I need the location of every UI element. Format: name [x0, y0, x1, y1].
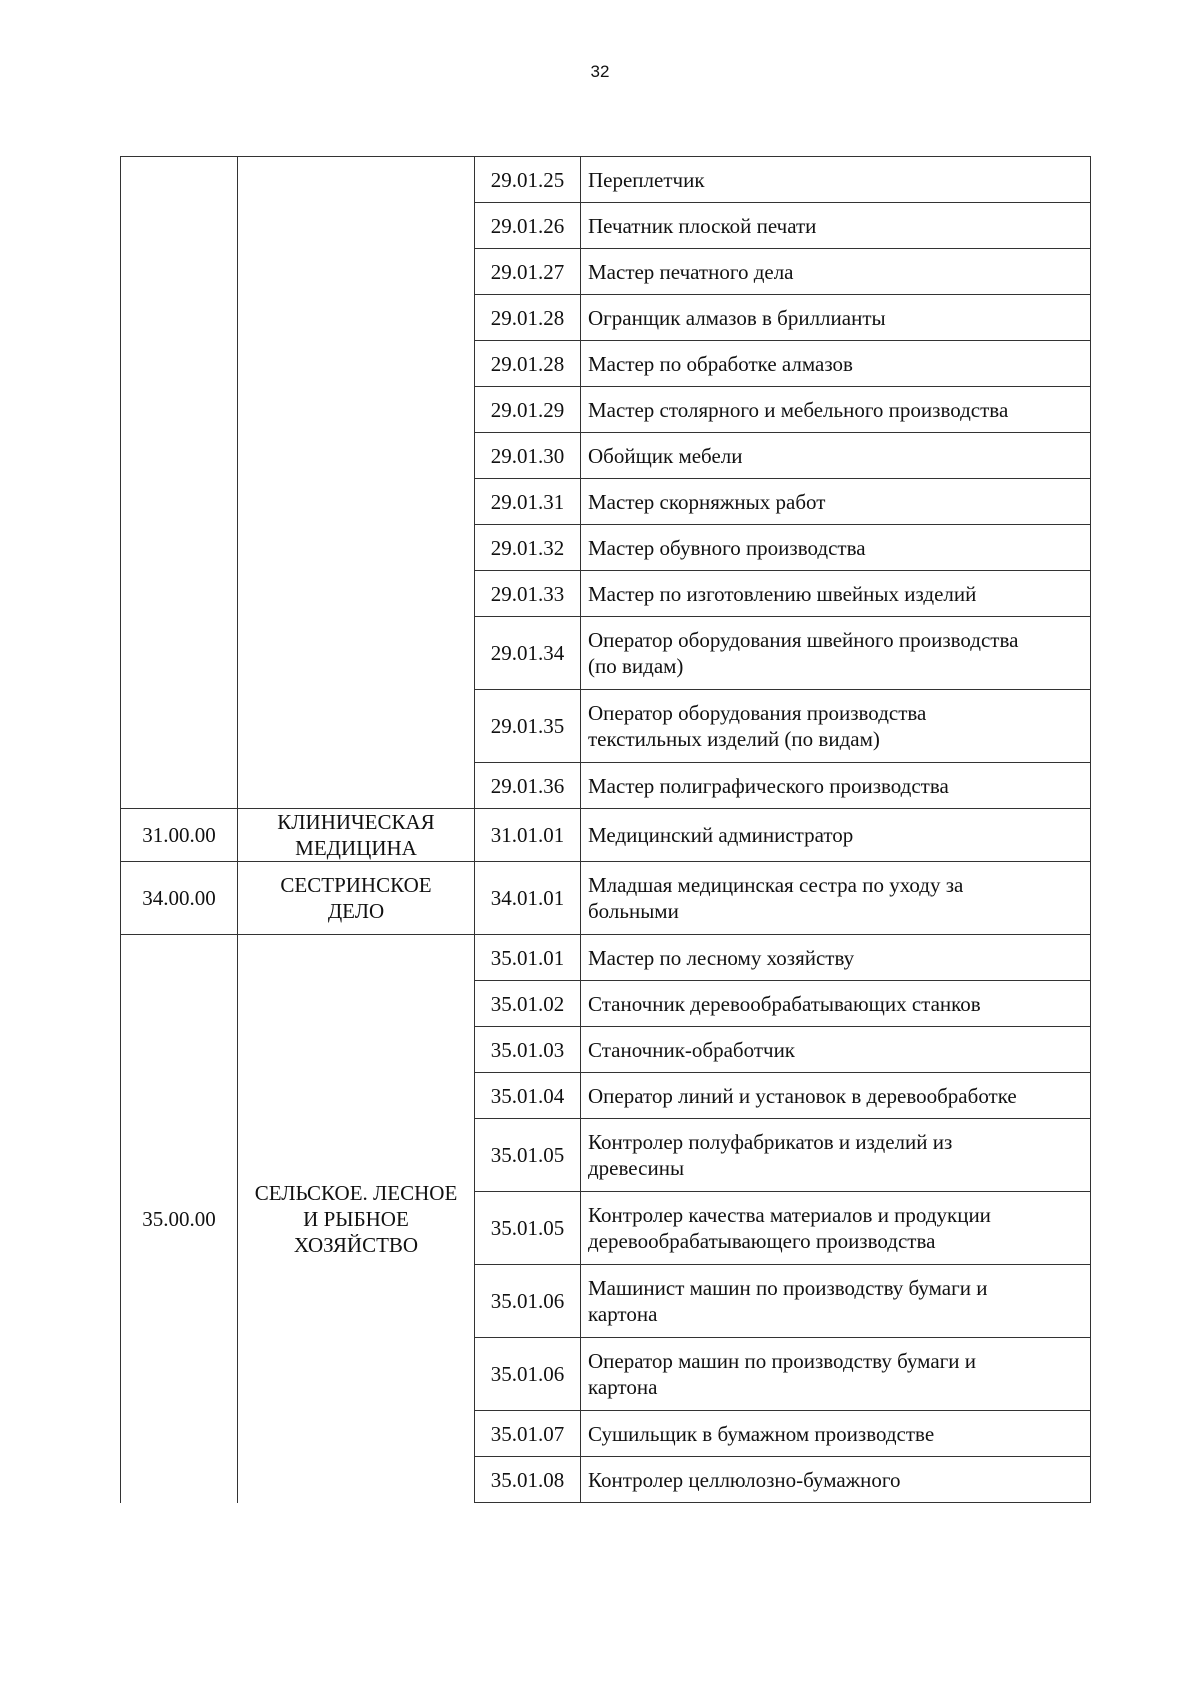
profession-name-line: Сушильщик в бумажном производстве — [588, 1421, 935, 1446]
professions-table-body — [121, 157, 1091, 1503]
profession-name-line: Мастер печатного дела — [588, 259, 794, 284]
group-code-cell: 31.00.00 — [121, 809, 238, 862]
group-name-line: КЛИНИЧЕСКАЯ — [277, 810, 435, 834]
group-name-line: МЕДИЦИНА — [295, 836, 417, 860]
profession-name-line: картона — [588, 1302, 658, 1326]
profession-code-cell: 35.01.06 — [475, 1338, 581, 1411]
page-number: 32 — [590, 62, 610, 81]
profession-code-cell: 29.01.28 — [475, 295, 581, 341]
profession-name-line: Контролер качества материалов и продукции — [588, 1203, 991, 1227]
table-row — [121, 809, 1091, 862]
profession-name-cell — [581, 525, 1091, 571]
profession-code-cell: 35.01.05 — [475, 1119, 581, 1192]
professions-table — [120, 156, 1091, 1503]
profession-name-line: Мастер полиграфического производства — [588, 773, 949, 798]
profession-name-cell — [581, 763, 1091, 809]
profession-name-line: Оператор оборудования производства — [588, 701, 927, 725]
profession-code-cell: 35.01.05 — [475, 1192, 581, 1265]
profession-name-cell — [581, 617, 1091, 690]
group-name-line: СЕЛЬСКОЕ. ЛЕСНОЕ — [254, 1180, 458, 1205]
profession-code-cell: 35.01.03 — [475, 1027, 581, 1073]
profession-name-cell — [581, 387, 1091, 433]
profession-name-line: Станочник деревообрабатывающих станков — [588, 991, 981, 1016]
profession-name-line: текстильных изделий (по видам) — [588, 727, 880, 751]
profession-name-line: Мастер по изготовлению швейных изделий — [588, 581, 977, 606]
profession-name-line: Переплетчик — [588, 167, 705, 192]
profession-code-cell: 29.01.32 — [475, 525, 581, 571]
profession-code-cell: 29.01.35 — [475, 690, 581, 763]
profession-code-cell: 29.01.36 — [475, 763, 581, 809]
profession-name-line: Машинист машин по производству бумаги и — [588, 1276, 988, 1300]
profession-name-cell — [581, 157, 1091, 203]
profession-name-line: Мастер обувного производства — [588, 535, 866, 560]
profession-name-cell — [581, 295, 1091, 341]
group-name-cell — [238, 809, 475, 862]
profession-name-line: древесины — [588, 1156, 685, 1180]
profession-code-cell: 34.01.01 — [475, 862, 581, 935]
profession-name-line: Мастер столярного и мебельного производства — [588, 397, 1009, 422]
profession-code-cell: 35.01.02 — [475, 981, 581, 1027]
profession-code-cell: 29.01.30 — [475, 433, 581, 479]
profession-name-cell — [581, 479, 1091, 525]
profession-code-cell: 29.01.25 — [475, 157, 581, 203]
profession-name-cell — [581, 203, 1091, 249]
profession-name-line: Мастер по обработке алмазов — [588, 351, 853, 376]
profession-name-line: Обойщик мебели — [588, 443, 743, 468]
group-name-line: ДЕЛО — [327, 899, 385, 923]
profession-name-line: Медицинский администратор — [588, 823, 854, 847]
profession-name-line: Мастер скорняжных работ — [588, 489, 826, 514]
group-name-line: СЕСТРИНСКОЕ — [280, 873, 432, 897]
profession-name-line: больными — [588, 899, 679, 923]
profession-name-cell — [581, 1119, 1091, 1192]
profession-name-line: картона — [588, 1375, 658, 1399]
profession-code-cell: 29.01.27 — [475, 249, 581, 295]
group-name-cell — [238, 157, 475, 809]
group-code-cell: 35.00.00 — [121, 935, 238, 1503]
profession-code-cell: 29.01.29 — [475, 387, 581, 433]
profession-name-cell — [581, 433, 1091, 479]
table-row — [121, 157, 1091, 203]
profession-name-line: (по видам) — [588, 654, 684, 678]
profession-name-line: Печатник плоской печати — [588, 213, 817, 238]
group-name-cell — [238, 935, 475, 1503]
profession-name-line: Младшая медицинская сестра по уходу за — [588, 873, 964, 897]
profession-code-cell: 29.01.28 — [475, 341, 581, 387]
profession-name-line: Оператор оборудования швейного производства — [588, 628, 1019, 652]
profession-code-cell: 35.01.07 — [475, 1411, 581, 1457]
profession-name-cell — [581, 1338, 1091, 1411]
group-name-line: И РЫБНОЕ — [303, 1206, 409, 1231]
group-code-cell: 34.00.00 — [121, 862, 238, 935]
profession-name-cell — [581, 1027, 1091, 1073]
profession-name-line: деревообрабатывающего производства — [588, 1229, 936, 1253]
table-row — [121, 862, 1091, 935]
group-name-line: ХОЗЯЙСТВО — [293, 1232, 419, 1257]
profession-code-cell: 35.01.06 — [475, 1265, 581, 1338]
profession-name-cell — [581, 1265, 1091, 1338]
profession-name-cell — [581, 1192, 1091, 1265]
profession-code-cell: 31.01.01 — [475, 809, 581, 862]
profession-code-cell: 29.01.34 — [475, 617, 581, 690]
profession-name-cell — [581, 341, 1091, 387]
profession-name-line: Оператор линий и установок в деревообработке — [588, 1083, 1017, 1108]
profession-name-cell — [581, 690, 1091, 763]
profession-name-cell — [581, 1457, 1091, 1503]
profession-name-line: Оператор машин по производству бумаги и — [588, 1349, 976, 1373]
profession-name-line: Мастер по лесному хозяйству — [588, 945, 855, 970]
profession-code-cell: 35.01.08 — [475, 1457, 581, 1503]
profession-name-line: Огранщик алмазов в бриллианты — [588, 305, 886, 330]
profession-name-cell — [581, 809, 1091, 862]
profession-name-cell — [581, 935, 1091, 981]
profession-name-cell — [581, 981, 1091, 1027]
profession-name-line: Станочник-обработчик — [588, 1037, 796, 1062]
table-row — [121, 935, 1091, 981]
profession-name-cell — [581, 862, 1091, 935]
group-name-cell — [238, 862, 475, 935]
profession-code-cell: 29.01.31 — [475, 479, 581, 525]
profession-name-cell — [581, 1411, 1091, 1457]
profession-code-cell: 35.01.01 — [475, 935, 581, 981]
profession-code-cell: 29.01.26 — [475, 203, 581, 249]
profession-code-cell: 29.01.33 — [475, 571, 581, 617]
group-code-cell — [121, 157, 238, 809]
profession-name-cell — [581, 571, 1091, 617]
profession-name-cell — [581, 1073, 1091, 1119]
profession-name-line: Контролер полуфабрикатов и изделий из — [588, 1130, 953, 1154]
profession-code-cell: 35.01.04 — [475, 1073, 581, 1119]
profession-name-line: Контролер целлюлозно-бумажного — [588, 1467, 901, 1492]
profession-name-cell — [581, 249, 1091, 295]
